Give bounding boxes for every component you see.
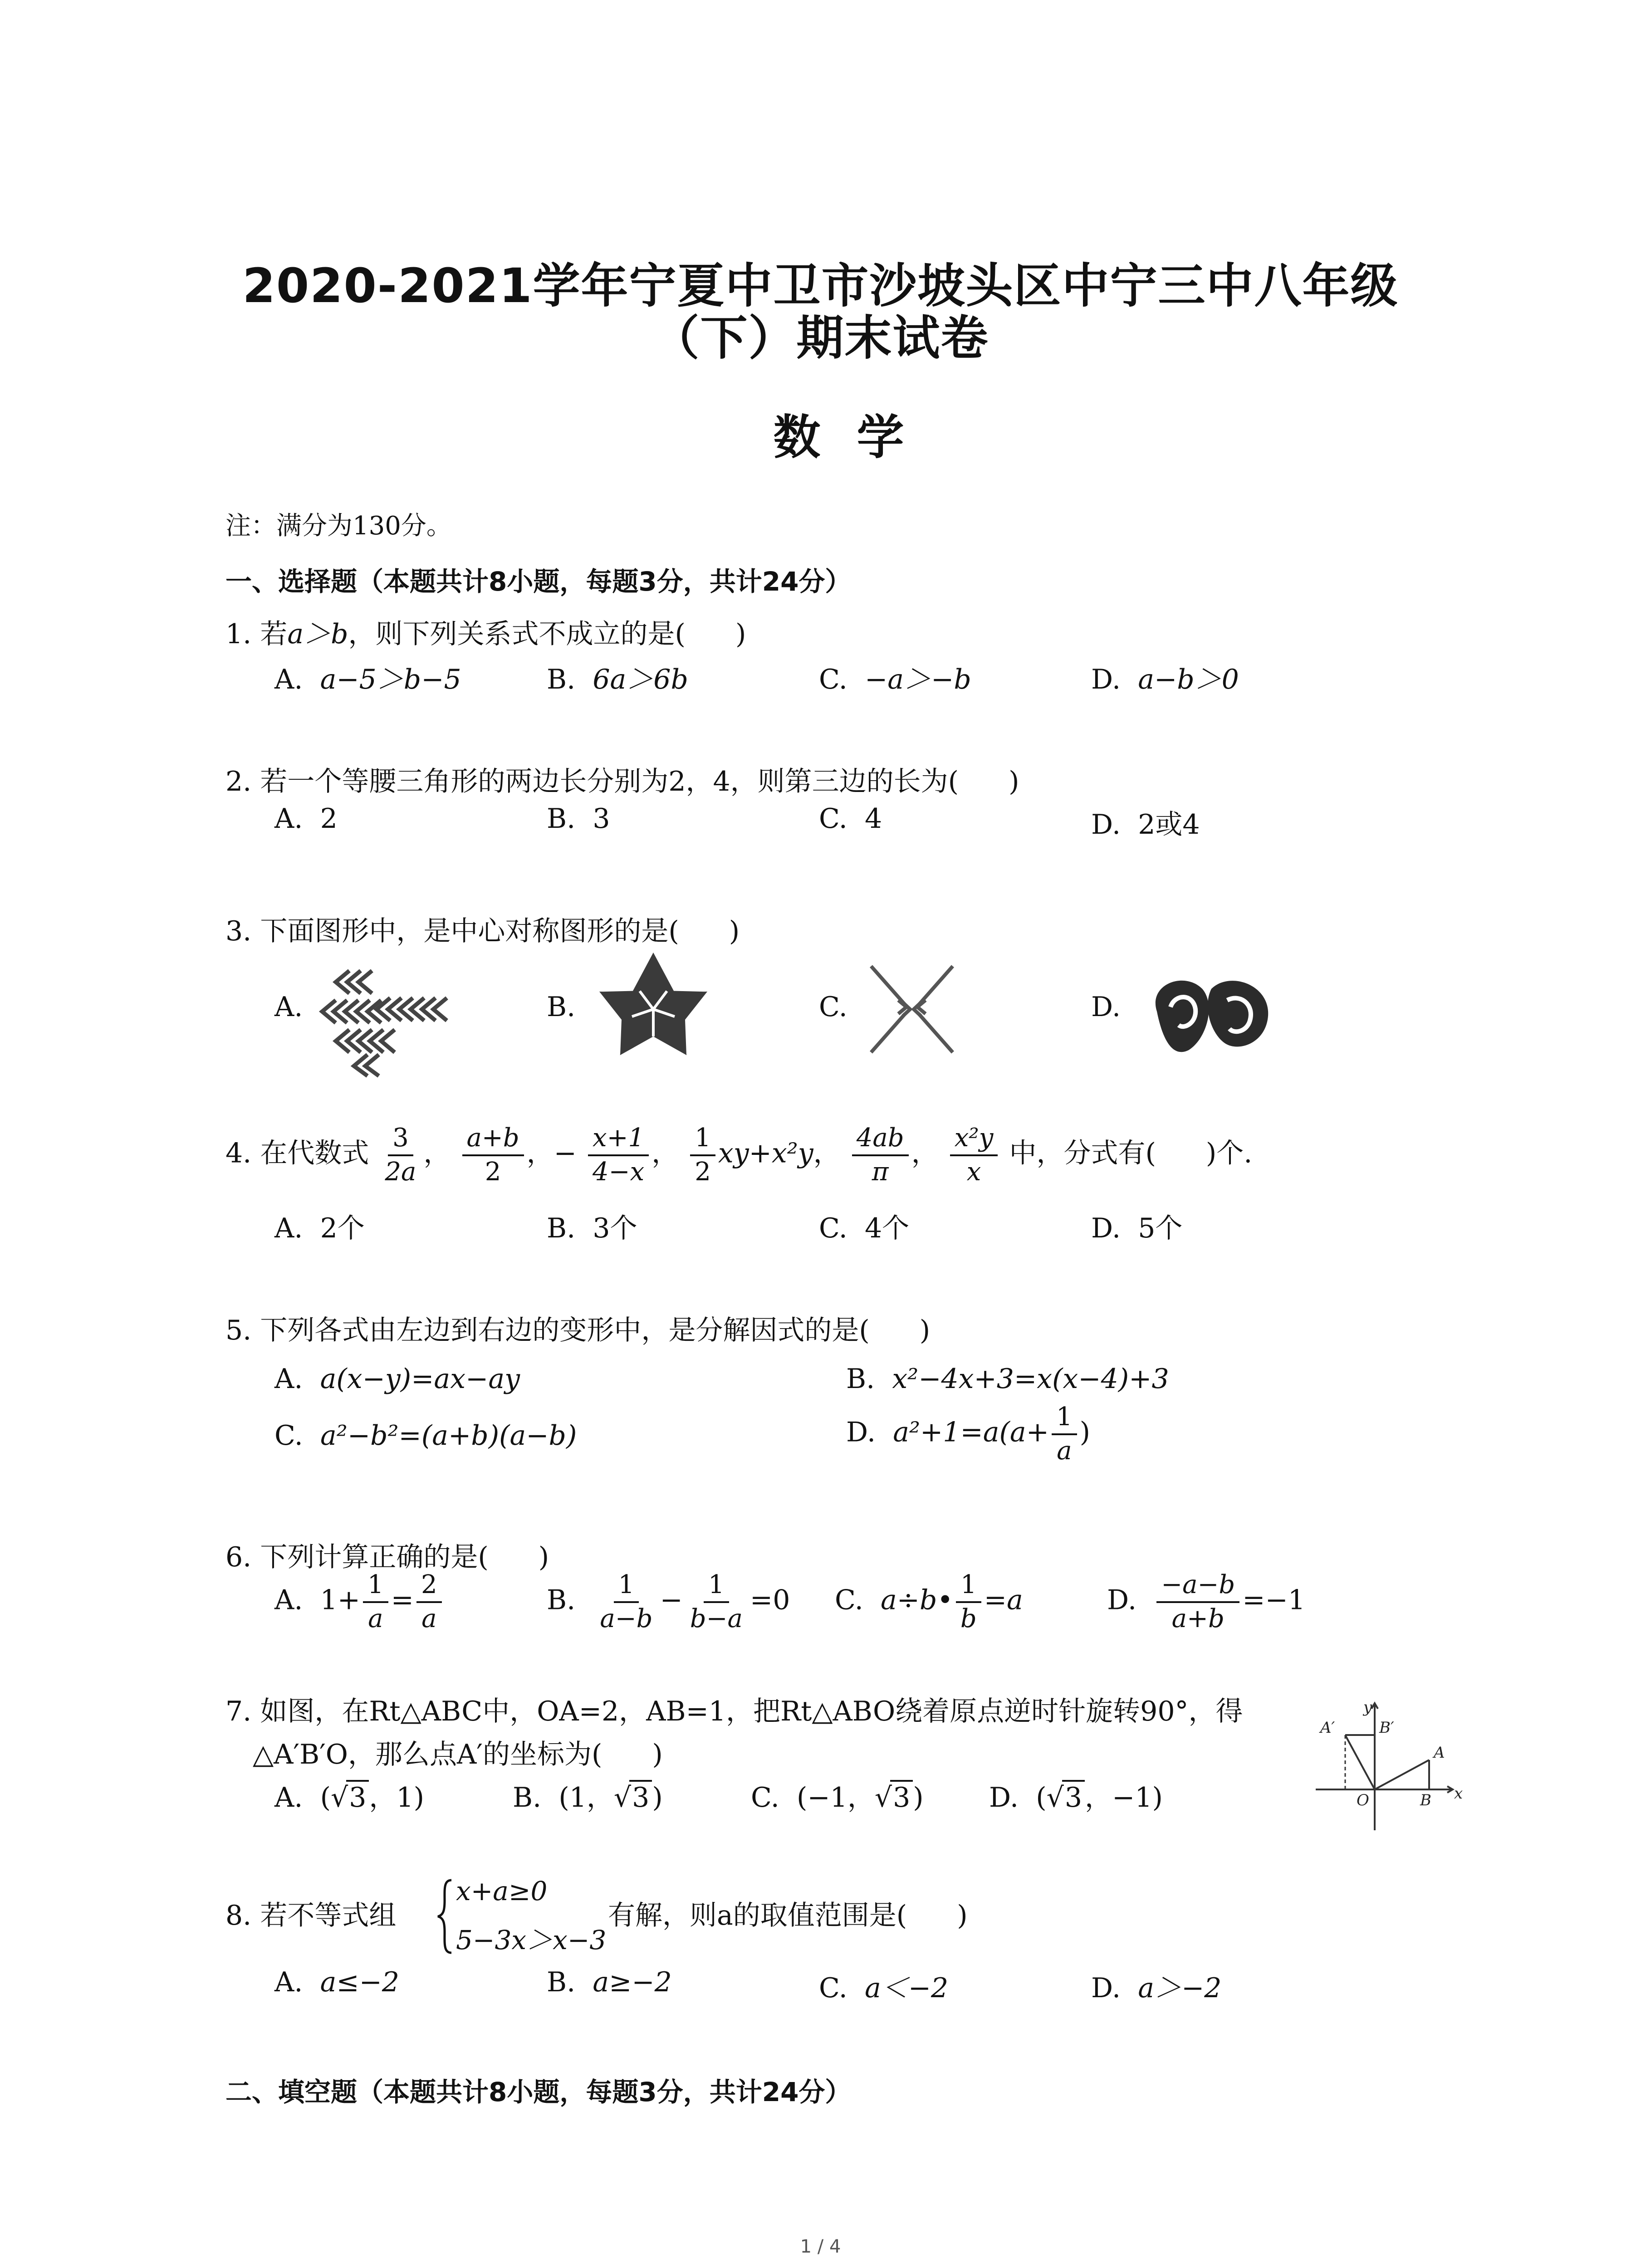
question-1-option-b: B. 6a＞6b — [547, 664, 688, 695]
question-1-stem: 1. 若a＞b，则下列关系式不成立的是( ) — [225, 618, 746, 650]
question-5-option-c: C. a²−b²=(a+b)(a−b) — [274, 1420, 577, 1452]
question-6-option-d: D. $\frac{-a-b}{a+b}$ =−1 — [1107, 1570, 1306, 1633]
question-8-stem-pre: 8. 若不等式组 — [225, 1900, 397, 1931]
question-4-option-d: D. 5个 — [1091, 1212, 1183, 1244]
exam-title-line1: 2020-2021学年宁夏中卫市沙坡头区中宁三中八年级 — [242, 258, 1399, 313]
question-3-stem: 3. 下面图形中，是中心对称图形的是( ) — [225, 915, 740, 947]
question-5-option-d: D. a²+1=a(a+ $\frac{1}{a}$ ) — [846, 1402, 1091, 1466]
question-3-label-b: B. — [547, 991, 576, 1023]
question-4-option-a: A. 2个 — [274, 1212, 365, 1244]
question-8-option-a: A. a≤−2 — [274, 1966, 400, 1998]
page-number: 1 / 4 — [800, 2236, 841, 2257]
rotation-coordinate-figure — [1311, 1696, 1465, 1833]
question-2-option-d: D. 2或4 — [1091, 809, 1200, 841]
question-8-stem-post: 有解，则a的取值范围是( ) — [608, 1900, 968, 1931]
question-7-option-a: A. (√3 ，1) — [274, 1776, 424, 1815]
question-7-stem-line2: △A′B′O，那么点A′的坐标为( ) — [253, 1739, 663, 1770]
inequality-2: 5−3x＞x−3 — [456, 1925, 607, 1955]
fraction-4ab-over-pi: $\frac{4ab}{\pi}$ — [852, 1125, 909, 1186]
question-8-option-c: C. a＜−2 — [819, 1972, 949, 2004]
question-1-option-c: C. −a＞−b — [819, 664, 971, 695]
question-5-stem: 5. 下列各式由左边到右边的变形中，是分解因式的是( ) — [225, 1315, 931, 1346]
question-2-option-a: A. 2 — [274, 803, 338, 835]
question-6-option-c: C. a÷b• $\frac{1}{b}$ =a — [835, 1570, 1023, 1633]
fig-label-b: B — [1420, 1791, 1431, 1809]
question-4-option-c: C. 4个 — [819, 1212, 910, 1244]
fig-label-x: x — [1454, 1784, 1463, 1803]
left-brace-icon — [436, 1878, 454, 1955]
fig-label-b-prime: B′ — [1379, 1719, 1394, 1737]
fraction-x-plus-1-over-4-minus-x: $\frac{x+1}{4-x}$ — [588, 1125, 649, 1186]
question-3-label-a: A. — [274, 991, 303, 1023]
question-7-option-b: B. (1，√3 ) — [513, 1776, 663, 1815]
question-3-label-c: C. — [819, 991, 847, 1023]
exam-subject: 数学 — [773, 410, 941, 465]
fig-label-y: y — [1363, 1698, 1372, 1716]
question-5-option-b: B. x²−4x+3=x(x−4)+3 — [846, 1363, 1169, 1395]
section-fill-heading: 二、填空题（本题共计8小题，每题3分，共计24分） — [225, 2077, 852, 2107]
fraction-3-over-2a: $\frac{3}{2a}$ — [385, 1123, 416, 1187]
fraction-a-plus-b-over-2: $\frac{a+b}{2}$ — [462, 1125, 524, 1186]
question-1-option-d: D. a−b＞0 — [1091, 664, 1239, 695]
inequality-1: x+a≥0 — [456, 1876, 548, 1906]
fraction-x2y-over-x: $\frac{\text{x²y}}{x}$ — [950, 1125, 998, 1186]
question-6-option-b: B. $\frac{1}{a-b}$ − $\frac{1}{b-a}$ =0 — [547, 1570, 790, 1633]
fig-label-o: O — [1357, 1791, 1369, 1809]
fraction-1-over-2: $\frac{1}{2}$ — [690, 1125, 715, 1186]
blob-figure — [1143, 962, 1275, 1061]
section-choice-heading: 一、选择题（本题共计8小题，每题3分，共计24分） — [225, 566, 852, 597]
question-4-stem: 4. 在代数式 $\frac{3}{2a}$ ， $\frac{a+b}{2}$ ，− $\frac{x+1}{4-x}$ ， $\frac{1}{2}$ xy+x²y， $\frac{4ab}{\pi}$ ， $\frac{\text{x²y}}{x}$ 中，分式有( )个. — [225, 1123, 1253, 1187]
question-6-option-a: A. 1+ $\frac{1}{a}$ = $\frac{2}{a}$ — [274, 1572, 445, 1633]
score-note: 注：满分为130分。 — [225, 511, 452, 541]
question-8-option-b: B. a≥−2 — [547, 1966, 672, 1998]
exam-title-line2: （下）期末试卷 — [652, 310, 989, 366]
question-1-option-a: A. a−5＞b−5 — [274, 664, 461, 695]
question-6-stem: 6. 下列计算正确的是( ) — [225, 1541, 549, 1573]
fig-label-a: A — [1434, 1744, 1445, 1762]
question-2-option-b: B. 3 — [547, 803, 610, 835]
chevron-pattern-figure — [318, 957, 463, 1075]
crossed-arrows-figure — [867, 962, 957, 1057]
question-2-stem: 2. 若一个等腰三角形的两边长分别为2，4，则第三边的长为( ) — [225, 766, 1019, 797]
question-7-stem-line1: 7. 如图，在Rt△ABC中，OA=2，AB=1，把Rt△ABO绕着原点逆时针旋转90°，得 — [225, 1696, 1243, 1727]
question-4-option-b: B. 3个 — [547, 1212, 637, 1244]
question-3-label-d: D. — [1091, 991, 1121, 1023]
question-7-option-d: D. (√3 ，−1) — [989, 1776, 1163, 1815]
question-7-option-c: C. (−1，√3 ) — [751, 1776, 924, 1815]
question-5-option-a: A. a(x−y)=ax−ay — [274, 1363, 520, 1395]
star-figure — [594, 950, 712, 1068]
fig-label-a-prime: A′ — [1320, 1719, 1335, 1737]
question-2-option-c: C. 4 — [819, 803, 882, 835]
question-8-option-d: D. a＞−2 — [1091, 1972, 1222, 2004]
